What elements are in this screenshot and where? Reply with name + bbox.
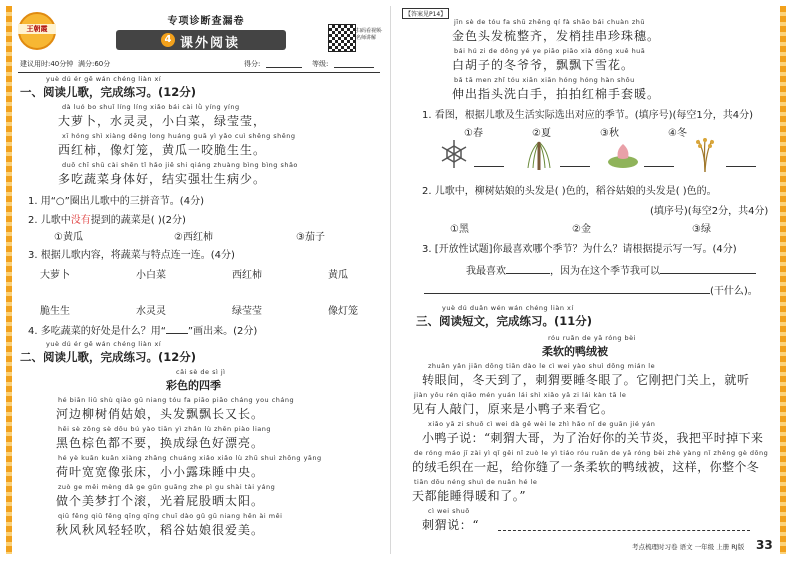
story-line4: 的绒毛织在一起，给你缝了一条柔软的鸭绒被，这样，你整个冬	[412, 460, 760, 474]
s1-q2-opt2[interactable]: ②西红柿	[174, 232, 213, 243]
r-line1: 金色头发梳整齐，发梢挂串珍珠穗。	[452, 29, 661, 43]
page-number: 33	[756, 538, 773, 552]
r-line1-pinyin: jīn sè de tóu fa shū zhěng qí fà shāo bái chuàn zhū	[454, 18, 646, 26]
picture-blank-3[interactable]	[644, 166, 674, 167]
left-page	[6, 6, 391, 554]
story-line2: 见有人敲门，原来是小鸭子来看它。	[412, 402, 614, 416]
r-q3-season-blank[interactable]	[506, 273, 550, 274]
story-line6: 刺猬说：“	[422, 518, 480, 532]
story-line2-pinyin: jiàn yǒu rén qiāo mén yuán lái shì xiǎo yā zi lái kàn tā le	[414, 391, 627, 399]
s1-q2	[28, 211, 186, 226]
story-line6-pinyin: cì wei shuō	[428, 507, 470, 515]
poem-line1: 河边柳树俏姑娘，头发飘飘长又长。	[56, 407, 265, 421]
r-q3: 3. [开放性试题]你最喜欢哪个季节？为什么？请根据提示写一写。(4分)	[422, 244, 737, 255]
r-line3: 伸出指头洗白手，拍拍红棉手套暖。	[452, 87, 661, 101]
s1-q2-post: 提到的蔬菜是( )(2分)	[90, 215, 186, 226]
poem-line5: 秋风秋风轻轻吹，稻谷姑娘很爱美。	[56, 523, 265, 537]
sec3-title: 三、阅读短文，完成练习。(11分)	[416, 314, 593, 328]
r-q2: 2. 儿歌中，柳树姑娘的头发是( )色的，稻谷姑娘的头发是( )色的。	[422, 186, 717, 197]
r-q3-prefix: 我最喜欢	[466, 266, 506, 277]
right-orange-edge	[780, 6, 786, 554]
unit-number: 4	[161, 33, 175, 47]
grade-label: 等级:	[312, 60, 329, 68]
match-top-4[interactable]: 黄瓜	[328, 270, 348, 281]
s1-q2-pre: 2. 儿歌中	[28, 215, 71, 226]
match-top-2[interactable]: 小白菜	[136, 270, 166, 281]
r-q2-opt1[interactable]: ①黑	[450, 224, 469, 235]
r-q3-reason-blank[interactable]	[660, 273, 756, 274]
willow-tree-icon	[522, 136, 556, 172]
left-orange-edge	[6, 6, 12, 554]
match-bottom-1[interactable]: 脆生生	[40, 306, 70, 317]
story-line3: 小鸭子说：“刺猬大哥，为了治好你的关节炎，我把平时掉下来	[422, 431, 764, 445]
answer-tag: 【答案见P14】	[402, 8, 449, 19]
unit-banner	[116, 30, 286, 50]
rice-stalk-icon	[690, 134, 720, 172]
story-line4-pinyin: de róng máo jī zài yì qǐ gěi nǐ zuò le yì tiáo róu ruǎn de yā róng bèi zhè yàng nǐ zhěng gè dōng	[414, 449, 769, 457]
snowflake-icon	[438, 138, 470, 170]
picture-blank-4[interactable]	[726, 166, 756, 167]
match-top-3[interactable]: 西红柿	[232, 270, 262, 281]
s1-line1-pinyin: dà luó bo shuǐ líng líng xiǎo bái cài lǜ yíng yíng	[62, 103, 240, 111]
r-q3-activity-blank[interactable]	[424, 293, 710, 294]
qr-caption: 扫码看视频·名师讲解	[356, 28, 383, 41]
footer-info: 考点梳理时习卷 语文 一年级 上册 RJ版	[632, 543, 745, 551]
grade-blank[interactable]	[334, 67, 374, 68]
s1-line2: 西红柿，像灯笼，黄瓜一咬脆生生。	[58, 143, 267, 157]
story-title-pinyin: róu ruǎn de yā róng bèi	[548, 334, 636, 342]
lotus-icon	[606, 136, 640, 172]
poem-line2-pinyin: hēi sè zōng sè dōu bú yào tiān yì zhǎn lù zhēn piào liang	[58, 425, 272, 433]
header-divider	[18, 72, 380, 73]
score-total: 满分:60分	[78, 60, 111, 68]
story-line5-pinyin: tiān dōu néng shuì de nuǎn hé le	[414, 478, 538, 486]
season-opt2: ②夏	[532, 128, 551, 139]
s1-q4	[28, 322, 257, 337]
unit-title: 课外阅读	[180, 36, 241, 51]
s1-q4-line-sample	[166, 333, 188, 334]
s1-q1: 1. 用“○”圈出儿歌中的三拼音节。(4分)	[28, 196, 204, 207]
poem-line1-pinyin: hé biān liǔ shù qiào gū niang tóu fa piāo piāo cháng you cháng	[58, 396, 295, 404]
brand-badge	[18, 12, 56, 50]
match-top-1[interactable]: 大萝卜	[40, 270, 70, 281]
r-line2: 白胡子的冬爷爷，飘飘下雪花。	[452, 58, 635, 72]
series-title: 专项诊断查漏卷	[167, 16, 245, 27]
brand-badge-text: 王朝霞	[18, 24, 56, 34]
s1-q2-opt3[interactable]: ③茄子	[296, 232, 325, 243]
right-page	[402, 6, 786, 554]
match-bottom-4[interactable]: 像灯笼	[328, 306, 358, 317]
story-title: 柔软的鸭绒被	[542, 345, 608, 358]
poem-line4-pinyin: zuò ge měi mèng dǎ ge gǔn guāng zhe pì gu shài tài yáng	[58, 483, 276, 491]
poem-line3: 荷叶宽宽像张床，小小露珠睡中央。	[56, 465, 265, 479]
sec2-pinyin: yuè dú ér gē wán chéng liàn xí	[46, 340, 162, 348]
s1-q2-opt1[interactable]: ①黄瓜	[54, 232, 83, 243]
s1-line3: 多吃蔬菜身体好，结实强壮生病少。	[58, 172, 267, 186]
r-line3-pinyin: bǎ tā men zhǐ tóu xiān xiān hóng hóng hàn shǒu	[454, 76, 635, 84]
season-opt4: ④冬	[668, 128, 687, 139]
sec2-title: 二、阅读儿歌，完成练习。(12分)	[20, 350, 197, 364]
story-line1-pinyin: zhuǎn yǎn jiān dōng tiān dào le cì wei yào shuì dōng mián le	[428, 362, 656, 370]
season-opt3: ③秋	[600, 128, 619, 139]
r-q3-suffix: (干什么)。	[710, 286, 758, 297]
story-answer-blank[interactable]	[498, 530, 750, 531]
picture-blank-2[interactable]	[560, 166, 590, 167]
s1-line2-pinyin: xī hóng shì xiàng dēng long huáng guā yì yǎo cuì shēng shēng	[62, 132, 296, 140]
match-bottom-3[interactable]: 绿莹莹	[232, 306, 262, 317]
r-q2-opt3[interactable]: ③绿	[692, 224, 711, 235]
s1-line3-pinyin: duō chī shū cài shēn tǐ hǎo jiē shi qiáng zhuàng bìng bìng shǎo	[62, 161, 298, 169]
r-q3-line1	[466, 262, 756, 277]
picture-blank-1[interactable]	[474, 166, 504, 167]
time-info: 建议用时:40分钟	[20, 60, 74, 68]
s1-line1: 大萝卜，水灵灵，小白菜，绿莹莹，	[58, 114, 267, 128]
s1-q2-highlight: 没有	[70, 215, 91, 226]
r-q2-note: (填序号)(每空2分，共4分)	[650, 206, 769, 217]
r-q2-opt2[interactable]: ②金	[572, 224, 591, 235]
score-label: 得分:	[244, 60, 261, 68]
poem-title: 彩色的四季	[166, 379, 221, 392]
s1-q4-post: ”画出来。(2分)	[187, 326, 258, 337]
story-line5: 天都能睡得暖和了。”	[412, 489, 527, 503]
poem-line4: 做个美梦打个滚，光着屁股晒太阳。	[56, 494, 265, 508]
s1-q3: 3. 根据儿歌内容，将蔬菜与特点连一连。(4分)	[28, 250, 235, 261]
r-q3-middle: ，因为在这个季节我可以	[550, 266, 660, 277]
sec3-pinyin: yuè dú duǎn wén wán chéng liàn xí	[442, 304, 574, 312]
qr-code	[328, 24, 356, 52]
r-q1: 1. 看图，根据儿歌及生活实际选出对应的季节。(填序号)(每空1分，共4分)	[422, 110, 754, 121]
s1-q4-pre: 4. 多吃蔬菜的好处是什么？用“	[28, 326, 166, 337]
season-opt1: ①春	[464, 128, 483, 139]
r-line2-pinyin: bái hú zi de dōng yé ye piāo piāo xià dōng xuě huā	[454, 47, 646, 55]
poem-line5-pinyin: qiū fēng qiū fēng qīng qīng chuī dào gǔ gū niang hěn ài měi	[58, 512, 283, 520]
sec1-title: 一、阅读儿歌，完成练习。(12分)	[20, 85, 197, 99]
sec1-pinyin: yuè dú ér gē wán chéng liàn xí	[46, 75, 162, 83]
match-bottom-2[interactable]: 水灵灵	[136, 306, 166, 317]
poem-line2: 黑色棕色都不要，换成绿色好漂亮。	[56, 436, 265, 450]
r-q3-line2	[424, 282, 758, 297]
poem-title-pinyin: cǎi sè de sì jì	[176, 368, 226, 376]
score-blank[interactable]	[266, 67, 302, 68]
poem-line3-pinyin: hé yè kuān kuān xiàng zhāng chuáng xiǎo xiǎo lù zhū shuì zhōng yāng	[58, 454, 322, 462]
story-line1: 转眼间，冬天到了，刺猬要睡冬眼了。它刚把门关上，就听	[422, 373, 750, 387]
story-line3-pinyin: xiǎo yā zi shuō cì wei dà gē wèi le zhì hǎo nǐ de guān jié yán	[428, 420, 656, 428]
